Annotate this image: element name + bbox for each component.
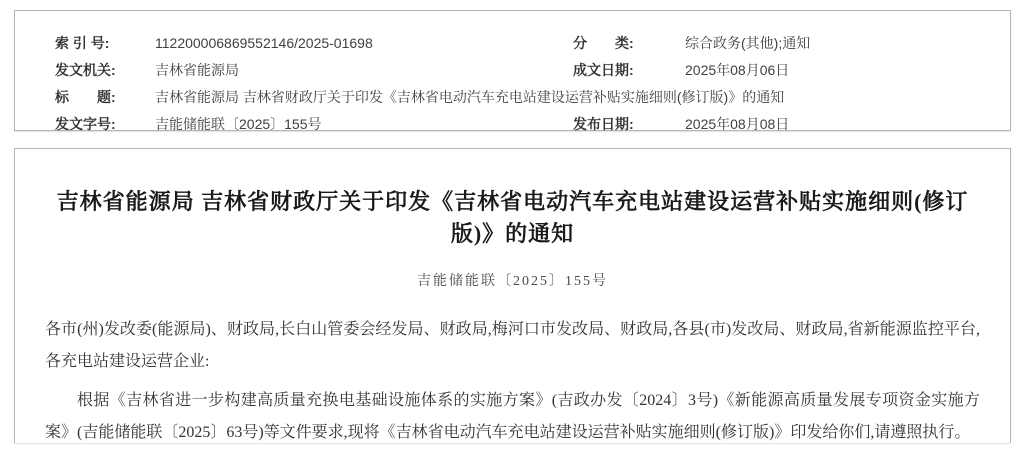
index-number-value: 112200006869552146/2025-01698 (155, 35, 373, 51)
main-paragraph: 根据《吉林省进一步构建高质量充换电基础设施体系的实施方案》(吉政办发〔2024〕3号)《新能源高质量发展专项资金实施方案》(吉能储能联〔2025〕63号)等文件要求,现将《吉林省电动汽车充电站建设运营补贴实施细则(修订版)》印发给你们,请遵照执行。 (45, 392, 980, 441)
category-value: 综合政务(其他);通知 (685, 35, 811, 51)
document-number: 吉能储能联〔2025〕155号 (417, 274, 608, 289)
date-published-value: 2025年08月08日 (685, 116, 790, 132)
issuing-agency-label: 发文机关: (55, 62, 116, 78)
date-written-value: 2025年08月06日 (685, 62, 790, 78)
document-body-panel (14, 148, 1011, 443)
doc-number-value: 吉能储能联〔2025〕155号 (155, 116, 322, 132)
issuing-agency-value: 吉林省能源局 (155, 62, 239, 78)
document-body-text (45, 314, 980, 449)
metadata-table (15, 11, 1010, 138)
index-number-label: 索 引 号: (55, 35, 110, 51)
category-label: 分 类: (573, 35, 634, 51)
document-title: 吉林省能源局 吉林省财政厅关于印发《吉林省电动汽车充电站建设运营补贴实施细则(修订版)》的通知 (56, 189, 969, 246)
date-published-label: 发布日期: (573, 116, 634, 132)
doc-number-label: 发文字号: (55, 116, 116, 132)
date-written-label: 成文日期: (573, 62, 634, 78)
title-label: 标 题: (55, 89, 116, 105)
document-metadata-panel (14, 10, 1011, 131)
addressee-paragraph: 各市(州)发改委(能源局)、财政局,长白山管委会经发局、财政局,梅河口市发改局、财政局,各县(市)发改局、财政局,省新能源监控平台,各充电站建设运营企业: (45, 321, 980, 370)
title-value: 吉林省能源局 吉林省财政厅关于印发《吉林省电动汽车充电站建设运营补贴实施细则(修订版)》的通知 (155, 89, 785, 105)
